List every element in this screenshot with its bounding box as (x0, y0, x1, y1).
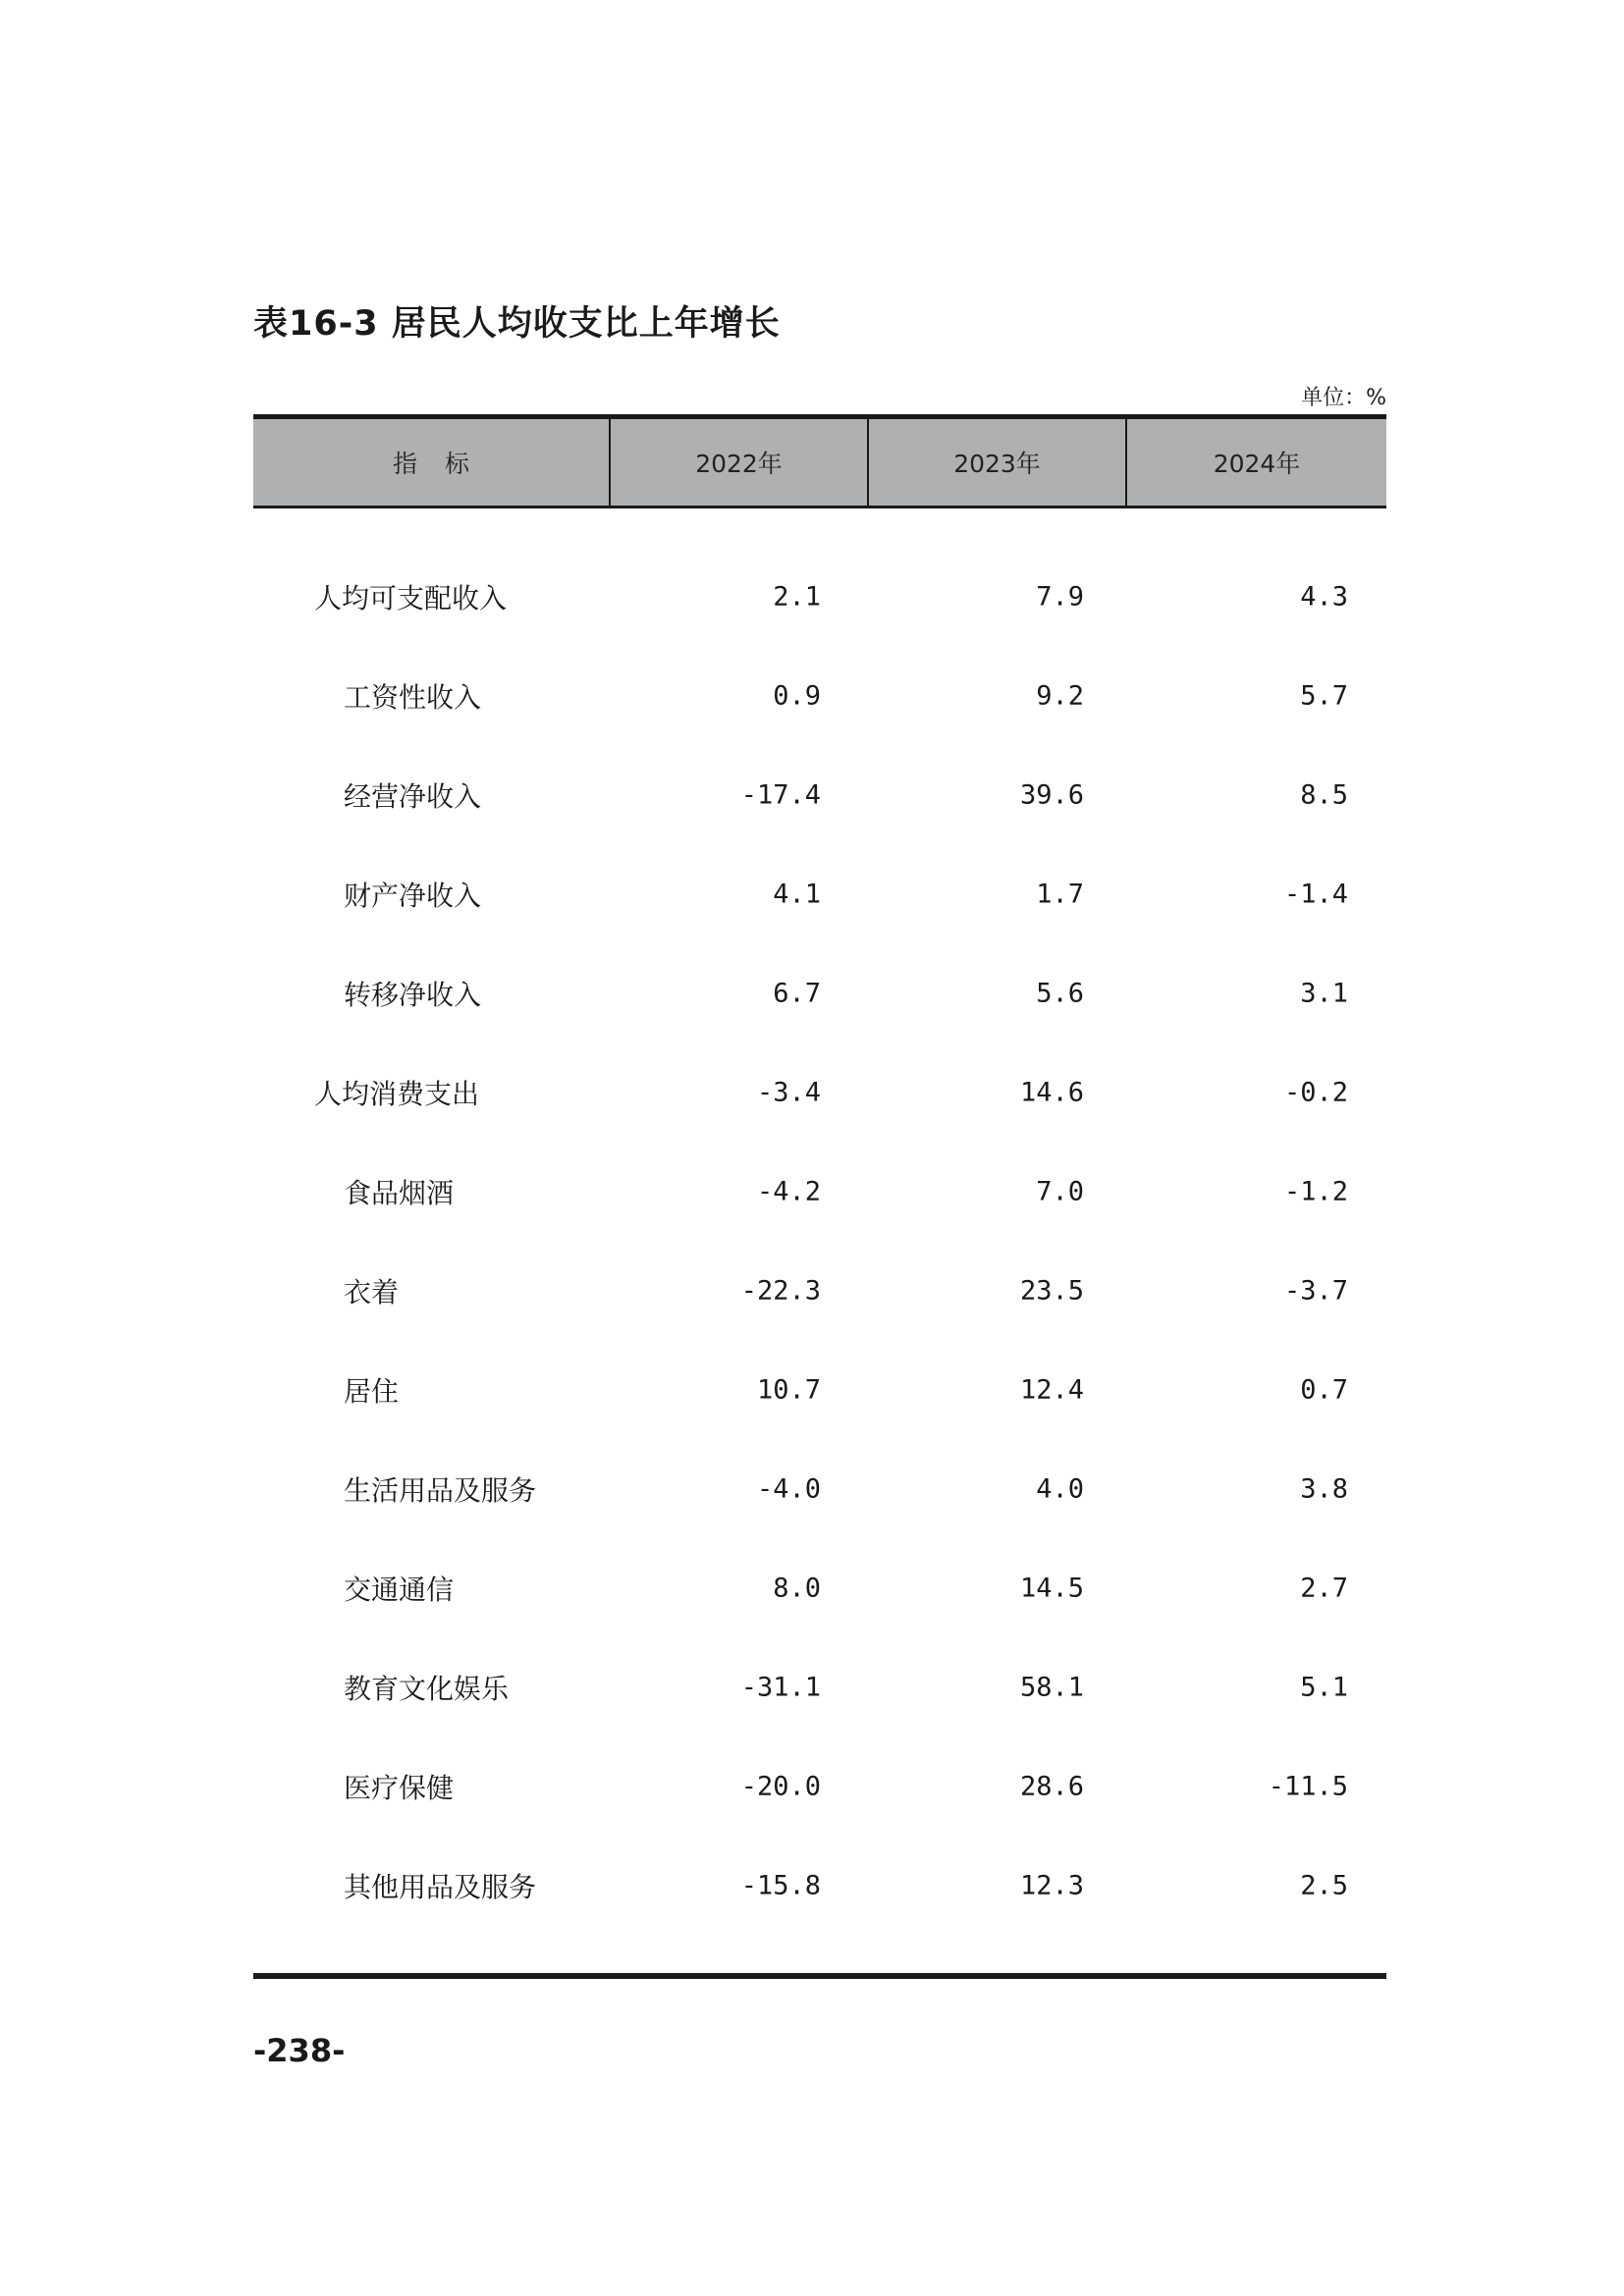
cell-value: 9.2 (1036, 680, 1084, 711)
cell-value: 7.0 (1036, 1176, 1084, 1206)
row-label: 工资性收入 (344, 680, 482, 714)
table-header (253, 414, 1386, 508)
cell-value: 8.5 (1300, 779, 1348, 810)
row-label: 居住 (344, 1374, 400, 1408)
table-row (253, 1042, 1386, 1142)
cell-value: 12.4 (1019, 1374, 1084, 1405)
row-label: 医疗保健 (344, 1771, 455, 1804)
row-label: 财产净收入 (344, 879, 482, 912)
cell-value: -4.0 (756, 1473, 821, 1504)
table-row (253, 646, 1386, 745)
cell-value: -1.2 (1283, 1176, 1348, 1206)
cell-value: 14.6 (1019, 1077, 1084, 1107)
cell-value: 1.7 (1036, 879, 1084, 909)
cell-value: 39.6 (1019, 779, 1084, 810)
row-label: 人均消费支出 (314, 1077, 480, 1110)
cell-value: 4.1 (773, 879, 821, 909)
cell-value: 2.7 (1300, 1573, 1348, 1603)
cell-value: 23.5 (1019, 1275, 1084, 1306)
row-label: 经营净收入 (344, 779, 482, 813)
table-row (253, 1637, 1386, 1736)
cell-value: -17.4 (740, 779, 821, 810)
cell-value: 5.1 (1300, 1672, 1348, 1702)
cell-value: 2.1 (773, 581, 821, 612)
table-row (253, 1340, 1386, 1439)
cell-value: -15.8 (740, 1870, 821, 1900)
header-2023: 2023年 (867, 419, 1125, 506)
table-body (253, 547, 1386, 1935)
page-number: -238- (253, 2032, 346, 2069)
table-row (253, 1736, 1386, 1836)
row-label: 生活用品及服务 (344, 1473, 537, 1507)
cell-value: 0.7 (1300, 1374, 1348, 1405)
cell-value: -3.7 (1283, 1275, 1348, 1306)
cell-value: 4.0 (1036, 1473, 1084, 1504)
cell-value: 28.6 (1019, 1771, 1084, 1801)
bottom-rule (253, 1973, 1386, 1979)
row-label: 教育文化娱乐 (344, 1672, 510, 1705)
cell-value: 10.7 (756, 1374, 821, 1405)
cell-value: -4.2 (756, 1176, 821, 1206)
cell-value: 0.9 (773, 680, 821, 711)
cell-value: 4.3 (1300, 581, 1348, 612)
table-row (253, 1538, 1386, 1637)
cell-value: 5.6 (1036, 978, 1084, 1008)
cell-value: -22.3 (740, 1275, 821, 1306)
row-label: 衣着 (344, 1275, 400, 1308)
header-2022: 2022年 (609, 419, 867, 506)
table-row (253, 1142, 1386, 1241)
header-2024: 2024年 (1125, 419, 1386, 506)
unit-label: 单位：% (1301, 386, 1386, 410)
cell-value: -11.5 (1268, 1771, 1348, 1801)
cell-value: -31.1 (740, 1672, 821, 1702)
table-row (253, 547, 1386, 646)
cell-value: -3.4 (756, 1077, 821, 1107)
cell-value: -20.0 (740, 1771, 821, 1801)
cell-value: 12.3 (1019, 1870, 1084, 1900)
cell-value: 3.8 (1300, 1473, 1348, 1504)
cell-value: -1.4 (1283, 879, 1348, 909)
cell-value: 14.5 (1019, 1573, 1084, 1603)
table-row (253, 1836, 1386, 1935)
cell-value: 58.1 (1019, 1672, 1084, 1702)
row-label: 其他用品及服务 (344, 1870, 537, 1903)
table-row (253, 844, 1386, 943)
cell-value: 6.7 (773, 978, 821, 1008)
cell-value: -0.2 (1283, 1077, 1348, 1107)
cell-value: 2.5 (1300, 1870, 1348, 1900)
cell-value: 3.1 (1300, 978, 1348, 1008)
row-label: 转移净收入 (344, 978, 482, 1011)
table-row (253, 1241, 1386, 1340)
table-row (253, 943, 1386, 1042)
table-row (253, 745, 1386, 844)
data-table (253, 414, 1386, 1903)
row-label: 食品烟酒 (344, 1176, 455, 1209)
cell-value: 7.9 (1036, 581, 1084, 612)
header-indicator: 指标 (392, 450, 497, 478)
row-label: 交通通信 (344, 1573, 455, 1606)
cell-value: 5.7 (1300, 680, 1348, 711)
cell-value: 8.0 (773, 1573, 821, 1603)
row-label: 人均可支配收入 (314, 581, 508, 614)
table-row (253, 1439, 1386, 1538)
table-title: 表16-3 居民人均收支比上年增长 (253, 304, 781, 344)
